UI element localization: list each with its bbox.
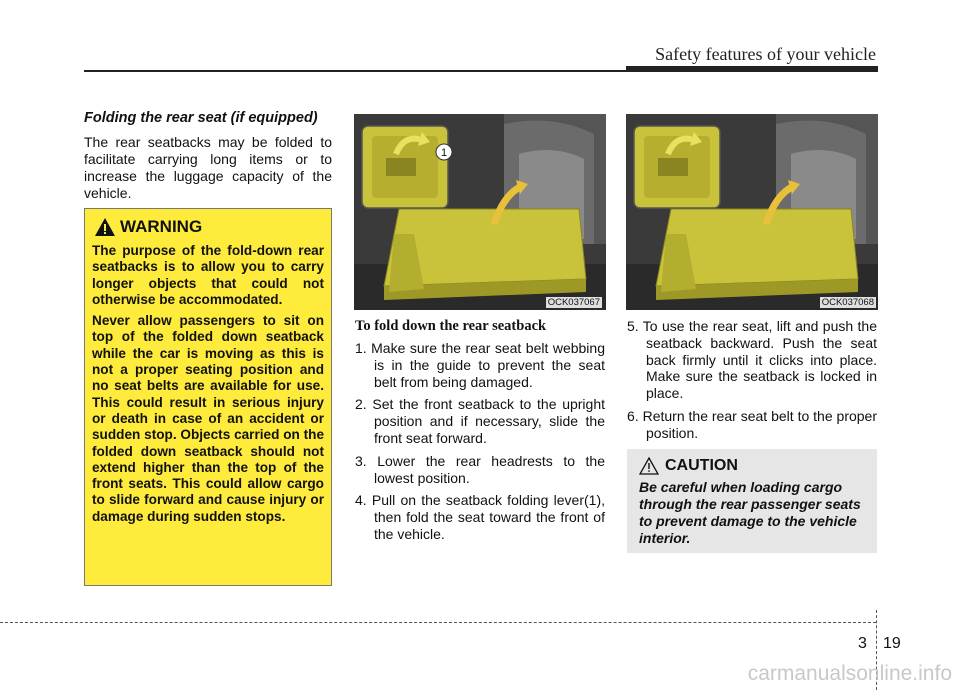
chapter-number: 3 — [858, 635, 867, 652]
step-item: 4. Pull on the seatback folding lever(1), then fold the seat toward the front of the vehicle. — [355, 492, 605, 542]
figure-return-seatback — [626, 114, 878, 310]
warning-label: WARNING — [120, 217, 203, 236]
step-item: 2. Set the front seatback to the upright position and if necessary, slide the front seat forward. — [355, 396, 605, 446]
intro-text: The rear seatbacks may be folded to facilitate carrying long items or to increase the luggage capacity of the vehicle. — [84, 134, 332, 201]
instruction-steps — [627, 318, 877, 442]
instruction-steps — [355, 340, 605, 543]
step-item: 5. To use the rear seat, lift and push the seatback backward. Push the seat back firmly until it clicks into place. Make sure the seatback is locked in place. — [627, 318, 877, 402]
caution-triangle-icon — [639, 457, 659, 475]
header-title: Safety features of your vehicle — [655, 44, 876, 64]
warning-triangle-icon — [94, 217, 116, 237]
figure-caption: OCK037068 — [821, 297, 874, 308]
caution-box — [627, 449, 877, 553]
caution-header — [639, 457, 865, 475]
header-accent-bar — [626, 66, 878, 72]
caution-text: Be careful when loading cargo through the rear passenger seats to prevent damage to the vehicle interior. — [639, 479, 861, 546]
warning-paragraph: The purpose of the fold-down rear seatbacks is to allow you to carry longer objects that could not otherwise be accommodated. — [92, 243, 324, 307]
step-item: 3. Lower the rear headrests to the lowest position. — [355, 452, 605, 486]
warning-header — [92, 217, 324, 237]
figure-caption: OCK037067 — [547, 297, 600, 308]
section-title: Folding the rear seat (if equipped) — [84, 110, 318, 126]
step-item: 1. Make sure the rear seat belt webbing is in the guide to prevent the seat belt from being damaged. — [355, 340, 605, 390]
lever-callout-marker: 1 — [440, 147, 448, 159]
watermark-text: carmanualsonline.info — [747, 662, 952, 685]
footer-rule — [0, 622, 876, 623]
rear-seat-fold-illustration — [354, 114, 606, 310]
instructions-title: To fold down the rear seatback — [355, 318, 547, 334]
rear-seat-return-illustration — [626, 114, 878, 310]
step-item: 6. Return the rear seat belt to the proper position. — [627, 407, 877, 441]
figure-fold-lever — [354, 114, 606, 310]
page-number: 19 — [883, 635, 901, 652]
caution-label: CAUTION — [665, 457, 738, 474]
warning-paragraph: Never allow passengers to sit on top of the folded down seatback while the car is moving as this is not a proper seating position and no seat belts are available for use. This could result in serious injury or death in case of an accident or sudden stop. Objects carried on the folded down seatback should not extend higher than the top of the front seats. This could allow cargo to slide forward and cause injury or damage during sudden stops. — [92, 313, 324, 524]
intro-column — [84, 110, 332, 202]
instructions-column — [355, 318, 605, 549]
warning-box — [84, 208, 332, 586]
instructions-column-continued — [627, 318, 877, 448]
